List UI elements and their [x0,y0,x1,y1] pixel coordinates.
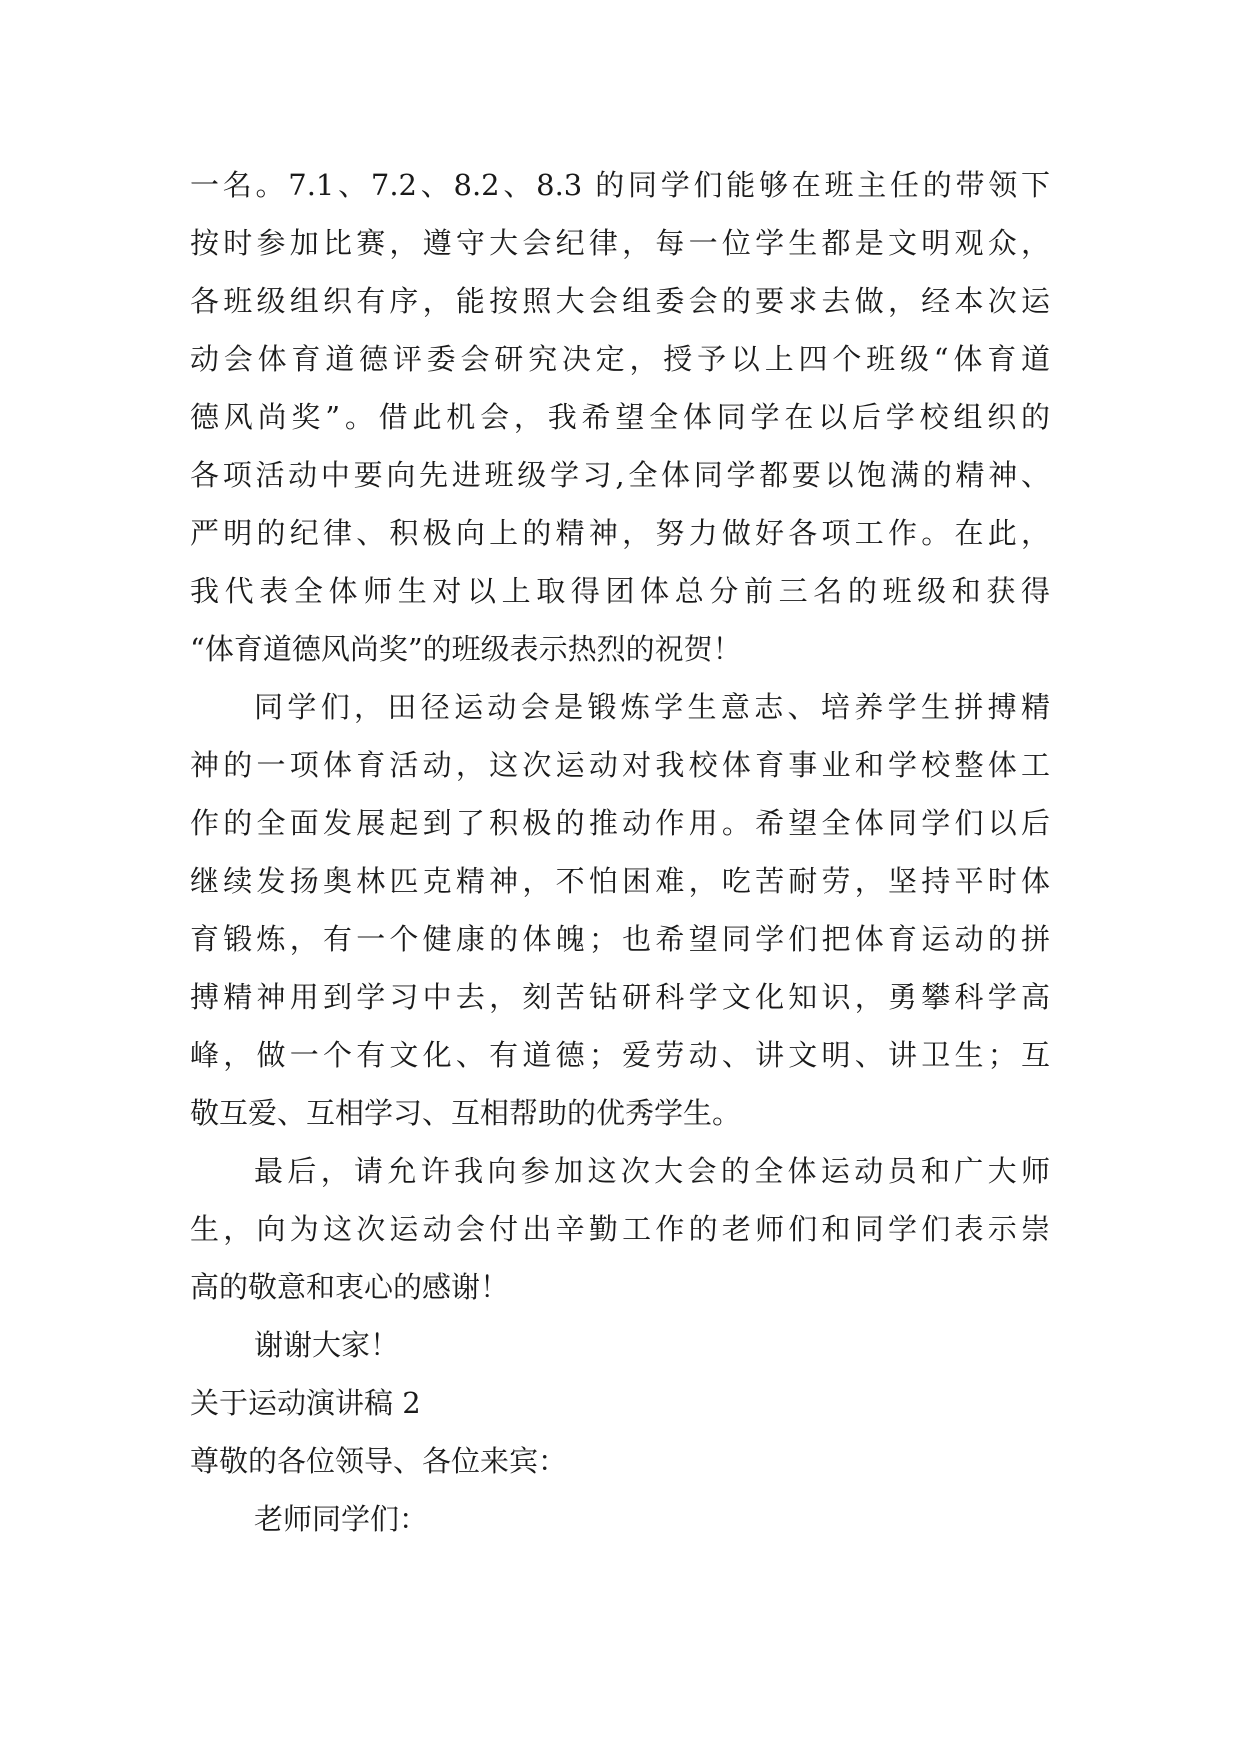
paragraph-line: 德风尚奖”。借此机会，我希望全体同学在以后学校组织的 [190,400,1050,434]
document-body [190,156,1050,1548]
paragraph-line: 各项活动中要向先进班级学习,全体同学都要以饱满的精神、 [190,458,1050,492]
paragraph-line: 同学们，田径运动会是锻炼学生意志、培养学生拼搏精 [254,690,1050,724]
paragraph-line: 神的一项体育活动，这次运动对我校体育事业和学校整体工 [190,748,1050,782]
paragraph-line: 敬互爱、互相学习、互相帮助的优秀学生。 [190,1096,742,1130]
paragraph-2 [190,678,1050,1142]
paragraph-3 [190,1142,1050,1316]
closing-thanks: 谢谢大家！ [254,1328,400,1362]
paragraph-line: 各班级组织有序，能按照大会组委会的要求去做，经本次运 [190,284,1050,318]
paragraph-line: 一名。7.1、7.2、8.2、8.3 的同学们能够在班主任的带领下 [190,168,1050,202]
paragraph-line: 育锻炼，有一个健康的体魄；也希望同学们把体育运动的拼 [190,922,1050,956]
paragraph-line: 最后，请允许我向参加这次大会的全体运动员和广大师 [254,1154,1050,1188]
paragraph-line: 高的敬意和衷心的感谢！ [190,1270,510,1304]
paragraph-line: 继续发扬奥林匹克精神，不怕困难，吃苦耐劳，坚持平时体 [190,864,1050,898]
salutation-teachers-students: 老师同学们： [254,1502,429,1536]
paragraph-line: 严明的纪律、积极向上的精神，努力做好各项工作。在此， [190,516,1050,550]
paragraph-line: 我代表全体师生对以上取得团体总分前三名的班级和获得 [190,574,1050,608]
paragraph-line: 按时参加比赛，遵守大会纪律，每一位学生都是文明观众， [190,226,1050,260]
paragraph-line: 搏精神用到学习中去，刻苦钻研科学文化知识，勇攀科学高 [190,980,1050,1014]
paragraph-line: “体育道德风尚奖”的班级表示热烈的祝贺！ [190,632,742,666]
salutation-guests: 尊敬的各位领导、各位来宾： [190,1444,568,1478]
paragraph-1 [190,156,1050,678]
paragraph-line: 生，向为这次运动会付出辛勤工作的老师们和同学们表示崇 [190,1212,1050,1246]
paragraph-line: 动会体育道德评委会研究决定，授予以上四个班级“体育道 [190,342,1050,376]
section-title: 关于运动演讲稿 2 [190,1386,421,1420]
paragraph-line: 峰，做一个有文化、有道德；爱劳动、讲文明、讲卫生；互 [190,1038,1050,1072]
paragraph-line: 作的全面发展起到了积极的推动作用。希望全体同学们以后 [190,806,1050,840]
